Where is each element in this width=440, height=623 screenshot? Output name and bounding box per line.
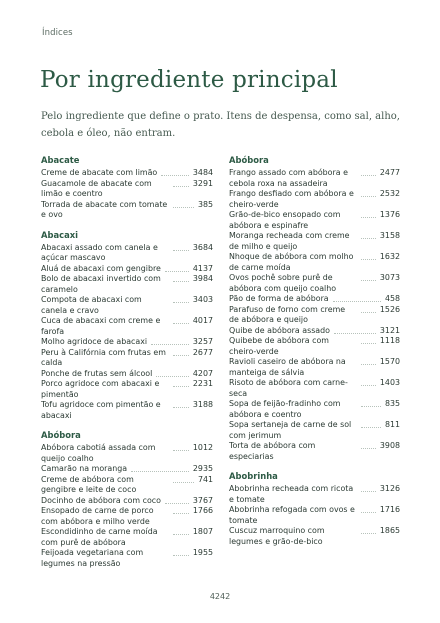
group-heading: Abóbora	[41, 430, 81, 440]
entry-title: Escondidinho de carne moída com purê de abóbora	[41, 527, 158, 547]
dot-leader	[173, 407, 189, 408]
entry-title: Sopa de feijão-fradinho com abóbora e coentro	[229, 399, 341, 419]
index-entry[interactable]	[229, 420, 400, 441]
index-entry[interactable]	[41, 475, 213, 496]
entry-title: Ponche de frutas sem álcool	[41, 368, 153, 378]
entry-title: Grão-de-bico ensopado com abóbora e espinafre	[229, 210, 341, 230]
entry-page-number: 1807	[192, 527, 213, 536]
entry-page-number: 3188	[192, 400, 213, 409]
index-entry[interactable]	[41, 443, 213, 464]
dot-leader	[173, 534, 189, 535]
running-head: Índices	[42, 28, 73, 38]
entry-page-number: 1716	[379, 505, 400, 514]
index-entry[interactable]	[229, 231, 400, 252]
index-entry[interactable]	[229, 484, 400, 505]
dot-leader	[156, 376, 189, 377]
group-heading: Abacaxi	[41, 229, 79, 240]
entry-title: Pão de forma de abóbora	[229, 294, 329, 303]
entry-page-number: 3984	[192, 274, 213, 283]
index-entry[interactable]	[229, 357, 400, 378]
entry-title: Feijoada vegetariana com legumes na pressão	[41, 548, 144, 568]
entry-title: Creme de abóbora com gengibre e leite de coco	[41, 474, 137, 494]
entry-page-number: 1403	[379, 378, 400, 387]
entry-page-number: 3126	[379, 484, 400, 493]
entry-title: Bolo de abacaxi invertido com caramelo	[41, 274, 161, 294]
entry-title: Cuca de abacaxi com creme e farofa	[41, 316, 161, 336]
entry-page-number: 458	[384, 294, 400, 303]
entry-title: Abóbora cabotiá assada com queijo coalho	[41, 443, 156, 463]
entry-title: Aluá de abacaxi com gengibre	[41, 263, 161, 273]
index-entry[interactable]	[229, 294, 400, 305]
entry-page-number: 2231	[192, 379, 213, 388]
dot-leader	[334, 333, 376, 334]
index-entry[interactable]	[41, 527, 213, 548]
entry-title: Tofu agridoce com pimentão e abacaxi	[41, 400, 161, 420]
entry-page-number: 1376	[379, 210, 400, 219]
dot-leader	[361, 312, 376, 313]
entry-title: Quibebe de abóbora com cheiro-verde	[229, 336, 329, 356]
entry-title: Torta de abóbora com especiarias	[229, 441, 316, 461]
index-group	[41, 155, 213, 221]
dot-leader	[173, 513, 189, 514]
entry-page-number: 811	[384, 420, 400, 429]
index-entry[interactable]	[229, 526, 400, 547]
entry-page-number: 2532	[379, 189, 400, 198]
index-entry[interactable]	[229, 210, 400, 231]
dot-leader	[361, 491, 376, 492]
entry-title: Torrada de abacate com tomate e ovo	[41, 199, 168, 219]
index-group	[41, 430, 213, 569]
index-entry[interactable]	[41, 200, 213, 221]
dot-leader	[361, 448, 376, 449]
index-entry[interactable]	[229, 378, 400, 399]
entry-page-number: 3908	[379, 441, 400, 450]
entry-title: Sopa sertaneja de carne de sol com jerimum	[229, 420, 352, 440]
dot-leader	[361, 512, 376, 513]
dot-leader	[361, 385, 376, 386]
dot-leader	[361, 259, 376, 260]
entry-title: Cuscuz marroquino com legumes e grão-de-bico	[229, 526, 325, 546]
dot-leader	[173, 323, 189, 324]
entry-title: Guacamole de abacate com limão e coentro	[41, 178, 152, 198]
dot-leader	[361, 280, 376, 281]
entry-title: Ravioli caseiro de abóbora na manteiga de sálvia	[229, 357, 346, 377]
index-entry[interactable]	[41, 264, 213, 275]
index-entry[interactable]	[229, 336, 400, 357]
dot-leader	[131, 471, 189, 472]
index-entry[interactable]	[41, 400, 213, 421]
entry-page-number: 3767	[192, 495, 213, 505]
entry-page-number: 1012	[192, 443, 213, 452]
entry-page-number: 1526	[379, 304, 400, 314]
index-entry[interactable]	[41, 348, 213, 369]
entry-title: Molho agridoce de abacaxi	[41, 337, 148, 346]
index-entry[interactable]	[41, 379, 213, 400]
dot-leader	[361, 343, 376, 344]
group-heading: Abobrinha	[229, 471, 278, 481]
dot-leader	[173, 250, 189, 251]
index-group	[41, 230, 213, 422]
dot-leader	[173, 207, 194, 208]
index-entry[interactable]	[41, 548, 213, 569]
dot-leader	[361, 406, 381, 407]
dot-leader	[173, 281, 189, 282]
entry-page-number: 1955	[192, 548, 213, 557]
entry-page-number: 2935	[192, 464, 213, 473]
entry-page-number: 3291	[192, 178, 213, 188]
dot-leader	[173, 355, 189, 356]
dot-leader	[173, 186, 189, 187]
entry-page-number: 2677	[192, 347, 213, 357]
entry-title: Frango desfiado com abóbora e cheiro-verde	[229, 189, 354, 209]
entry-title: Quibe de abóbora assado	[229, 325, 330, 335]
index-entry[interactable]	[229, 441, 400, 462]
entry-title: Docinho de abóbora com coco	[41, 495, 161, 505]
dot-leader	[361, 217, 376, 218]
dot-leader	[165, 271, 189, 272]
entry-title: Abobrinha recheada com ricota e tomate	[229, 484, 354, 504]
index-entry[interactable]	[41, 464, 213, 475]
entry-page-number: 1570	[379, 357, 400, 366]
entry-title: Parafuso de forno com creme de abóbora e queijo	[229, 304, 346, 324]
entry-page-number: 3158	[379, 231, 400, 240]
index-entry[interactable]	[229, 399, 400, 420]
dot-leader	[173, 482, 194, 483]
dot-leader	[173, 450, 189, 451]
entry-title: Camarão na moranga	[41, 464, 128, 473]
entry-title: Ensopado de carne de porco com abóbora e milho verde	[41, 506, 154, 526]
index-column-left	[41, 155, 213, 578]
entry-page-number: 1865	[379, 526, 400, 535]
index-entry[interactable]	[41, 179, 213, 200]
dot-leader	[165, 503, 189, 504]
entry-title: Compota de abacaxi com canela e cravo	[41, 295, 142, 315]
dot-leader	[173, 555, 189, 556]
group-heading: Abóbora	[229, 155, 269, 165]
dot-leader	[151, 344, 189, 345]
index-group	[229, 155, 400, 462]
dot-leader	[361, 196, 376, 197]
page-title: Por ingrediente principal	[40, 67, 338, 93]
entry-title: Abobrinha refogada com ovos e tomate	[229, 505, 355, 525]
index-entry[interactable]	[229, 168, 400, 189]
entry-page-number: 3121	[379, 325, 400, 335]
entry-page-number: 3484	[192, 168, 213, 177]
entry-page-number: 4207	[192, 368, 213, 378]
entry-page-number: 1766	[192, 506, 213, 515]
index-entry[interactable]	[41, 496, 213, 507]
group-heading: Abacate	[41, 155, 80, 165]
dot-leader	[333, 301, 381, 302]
index-entry[interactable]	[229, 505, 400, 526]
entry-title: Moranga recheada com creme de milho e queijo	[229, 231, 350, 251]
entry-title: Nhoque de abóbora com molho de carne moída	[229, 252, 354, 272]
entry-page-number: 741	[197, 474, 213, 484]
entry-page-number: 385	[197, 199, 213, 209]
index-entry[interactable]	[41, 168, 213, 179]
index-entry[interactable]	[41, 274, 213, 295]
dot-leader	[361, 533, 376, 534]
intro-text: Pelo ingrediente que define o prato. Itens de despensa, como sal, alho, cebola e óleo, não entram.	[41, 111, 400, 139]
index-group	[229, 471, 400, 547]
index-entry[interactable]	[229, 326, 400, 337]
dot-leader	[161, 175, 189, 176]
entry-title: Peru à Califórnia com frutas em calda	[41, 347, 166, 367]
index-column-right	[229, 155, 400, 556]
index-entry[interactable]	[229, 189, 400, 210]
index-entry[interactable]	[41, 337, 213, 348]
entry-title: Porco agridoce com abacaxi e pimentão	[41, 379, 160, 399]
index-entry[interactable]	[41, 243, 213, 264]
entry-page-number: 1632	[379, 252, 400, 261]
entry-page-number: 2477	[379, 168, 400, 177]
dot-leader	[361, 238, 376, 239]
entry-page-number: 4017	[192, 316, 213, 325]
entry-page-number: 1118	[379, 336, 400, 345]
index-entry[interactable]	[41, 316, 213, 337]
index-entry[interactable]	[229, 252, 400, 273]
entry-page-number: 3403	[192, 295, 213, 304]
entry-title: Ovos pochê sobre purê de abóbora com queijo coalho	[229, 273, 337, 293]
entry-page-number: 3073	[379, 273, 400, 282]
dot-leader	[173, 302, 189, 303]
entry-page-number: 3257	[192, 337, 213, 346]
index-entry[interactable]	[229, 273, 400, 294]
index-entry[interactable]	[229, 305, 400, 326]
entry-title: Creme de abacate com limão	[41, 168, 158, 177]
entry-title: Abacaxi assado com canela e açúcar mascavo	[41, 242, 158, 262]
index-entry[interactable]	[41, 369, 213, 380]
entry-page-number: 4137	[192, 263, 213, 273]
entry-page-number: 835	[384, 399, 400, 408]
index-entry[interactable]	[41, 506, 213, 527]
entry-page-number: 3684	[192, 242, 213, 252]
page-number: 4242	[209, 592, 231, 601]
entry-title: Risoto de abóbora com carne-seca	[229, 378, 348, 398]
dot-leader	[361, 427, 381, 428]
dot-leader	[173, 386, 189, 387]
index-entry[interactable]	[41, 295, 213, 316]
dot-leader	[361, 364, 376, 365]
dot-leader	[361, 175, 376, 176]
entry-title: Frango assado com abóbora e cebola roxa na assadeira	[229, 168, 348, 188]
